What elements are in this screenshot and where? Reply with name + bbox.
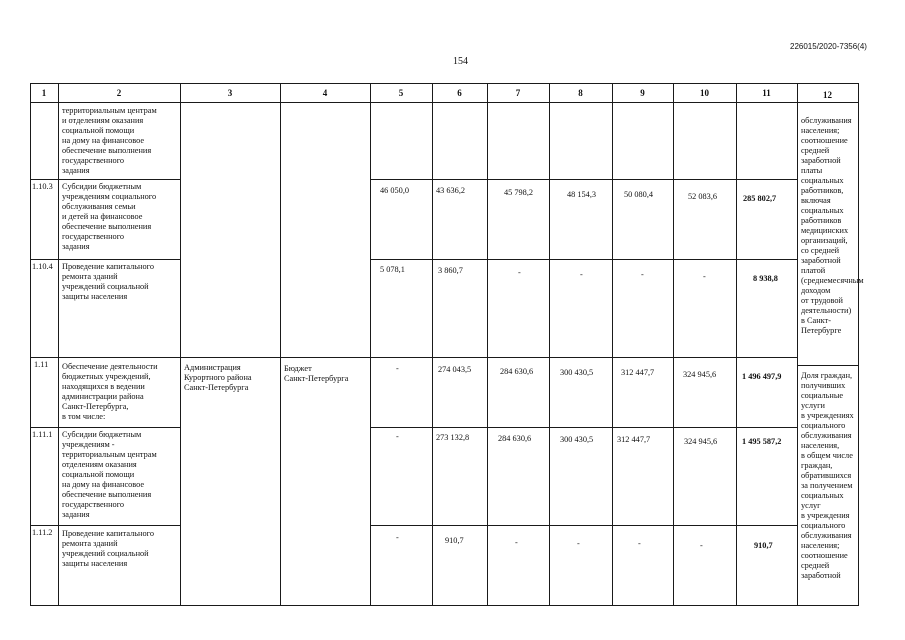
value-2023: 300 430,5 (560, 435, 594, 444)
value-2021: 273 132,8 (436, 433, 470, 442)
value-2024: - (638, 539, 641, 548)
value-total: 1 495 587,2 (742, 437, 782, 446)
col-border (487, 83, 488, 606)
table-left-border (30, 83, 31, 606)
value-2023: - (580, 270, 583, 279)
value-2024: 312 447,7 (617, 435, 651, 444)
value-2022: - (515, 538, 518, 547)
row-divider (370, 259, 797, 260)
col-border (280, 83, 281, 606)
value-total: 910,7 (754, 541, 773, 550)
value-2020: - (396, 432, 399, 441)
row-description: Обеспечение деятельности бюджетных учреждений, находящихся в ведении администрации района Санкт-Петербурга, в том числе: (62, 362, 158, 421)
value-2021: 43 636,2 (436, 186, 466, 195)
value-2025: - (700, 541, 703, 550)
value-2025: - (703, 272, 706, 281)
col-border (370, 83, 371, 606)
col-border (58, 83, 59, 606)
value-2023: 48 154,3 (567, 190, 597, 199)
row-divider (180, 357, 797, 358)
col-border (432, 83, 433, 606)
row-description: Проведение капитального ремонта зданий учреждений социальной защиты населения (62, 262, 154, 301)
value-2024: 50 080,4 (624, 190, 654, 199)
col-border (736, 83, 737, 606)
row-divider (370, 525, 797, 526)
value-2025: 324 945,6 (684, 437, 718, 446)
header-cell-12: 12 (823, 90, 832, 100)
header-cell-11: 11 (762, 88, 771, 98)
row-divider (30, 179, 180, 180)
header-cell-3: 3 (227, 88, 233, 98)
value-2020: - (396, 364, 399, 373)
header-cell-7: 7 (515, 88, 521, 98)
row-number: 1.11.2 (32, 528, 53, 537)
value-2021: 274 043,5 (438, 365, 472, 374)
value-2025: 52 083,6 (688, 192, 718, 201)
row-divider (370, 179, 797, 180)
row-number: 1.11 (34, 360, 49, 369)
responsible-executor: Администрация Курортного района Санкт-Петербурга (184, 363, 252, 392)
value-2020: 5 078,1 (380, 265, 405, 274)
value-2025: 324 945,6 (683, 370, 717, 379)
col-border (612, 83, 613, 606)
value-2022: - (518, 268, 521, 277)
table-bottom-border (30, 605, 859, 606)
value-2023: 300 430,5 (560, 368, 594, 377)
value-total: 8 938,8 (753, 274, 778, 283)
header-cell-9: 9 (640, 88, 645, 98)
header-bottom-border (30, 102, 859, 103)
row-number: 1.11.1 (32, 430, 53, 439)
header-cell-1: 1 (41, 88, 47, 98)
value-2022: 284 630,6 (500, 367, 534, 376)
col-border (797, 83, 798, 606)
row-divider (370, 427, 797, 428)
header-cell-6: 6 (457, 88, 462, 98)
col-border (549, 83, 550, 606)
document-code: 226015/2020-7356(4) (790, 42, 867, 51)
table-top-border (30, 83, 859, 84)
header-cell-8: 8 (578, 88, 583, 98)
value-2020: - (396, 533, 399, 542)
header-cell-2: 2 (116, 88, 122, 98)
value-2024: - (641, 270, 644, 279)
indicator-text-upper: обслуживания населения; соотношение средней заработной платы социальных работников, включая социальных работников медицинских организаций, со средней заработной платой (среднемесячным доходом от трудовой деятельности) в Санкт- Петербурге (801, 116, 864, 335)
col-border (180, 83, 181, 606)
value-2022: 45 798,2 (504, 188, 534, 197)
row-description: Проведение капитального ремонта зданий учреждений социальной защиты населения (62, 529, 154, 568)
row-divider (30, 427, 180, 428)
row-divider (30, 259, 180, 260)
header-cell-4: 4 (322, 88, 328, 98)
header-cell-10: 10 (700, 88, 709, 98)
page-number: 154 (453, 56, 468, 67)
row-number: 1.10.4 (32, 262, 53, 271)
row-description: Субсидии бюджетным учреждениям - территориальным центрам отделениям оказания социальной помощи на дому на финансовое обеспечение выполнения государственного задания (62, 430, 157, 519)
row-description: Субсидии бюджетным учреждениям социального обслуживания семьи и детей на финансовое обеспечение выполнения государственного задания (62, 182, 157, 251)
row-continuation-description: территориальным центрам и отделениям оказания социальной помощи на дому на финансовое обеспечение выполнения государственного задания (62, 106, 157, 175)
row-divider (30, 525, 180, 526)
col-border (673, 83, 674, 606)
row-divider (797, 365, 859, 366)
value-total: 1 496 497,9 (742, 372, 782, 381)
value-2023: - (577, 539, 580, 548)
header-cell-5: 5 (398, 88, 404, 98)
row-divider (30, 357, 180, 358)
funding-source: Бюджет Санкт-Петербурга (284, 364, 349, 383)
row-number: 1.10.3 (32, 182, 53, 191)
value-2024: 312 447,7 (621, 368, 655, 377)
value-total: 285 802,7 (743, 194, 777, 203)
value-2021: 910,7 (445, 536, 464, 545)
value-2022: 284 630,6 (498, 434, 532, 443)
value-2021: 3 860,7 (438, 266, 463, 275)
indicator-text-lower: Доля граждан, получивших социальные услуги в учреждениях социального обслуживания населения, в общем числе граждан, обратившихся за получением социальных услуг в учреждения социального обслуживания населения; соотношение средней заработной (801, 371, 854, 580)
value-2020: 46 050,0 (380, 186, 410, 195)
